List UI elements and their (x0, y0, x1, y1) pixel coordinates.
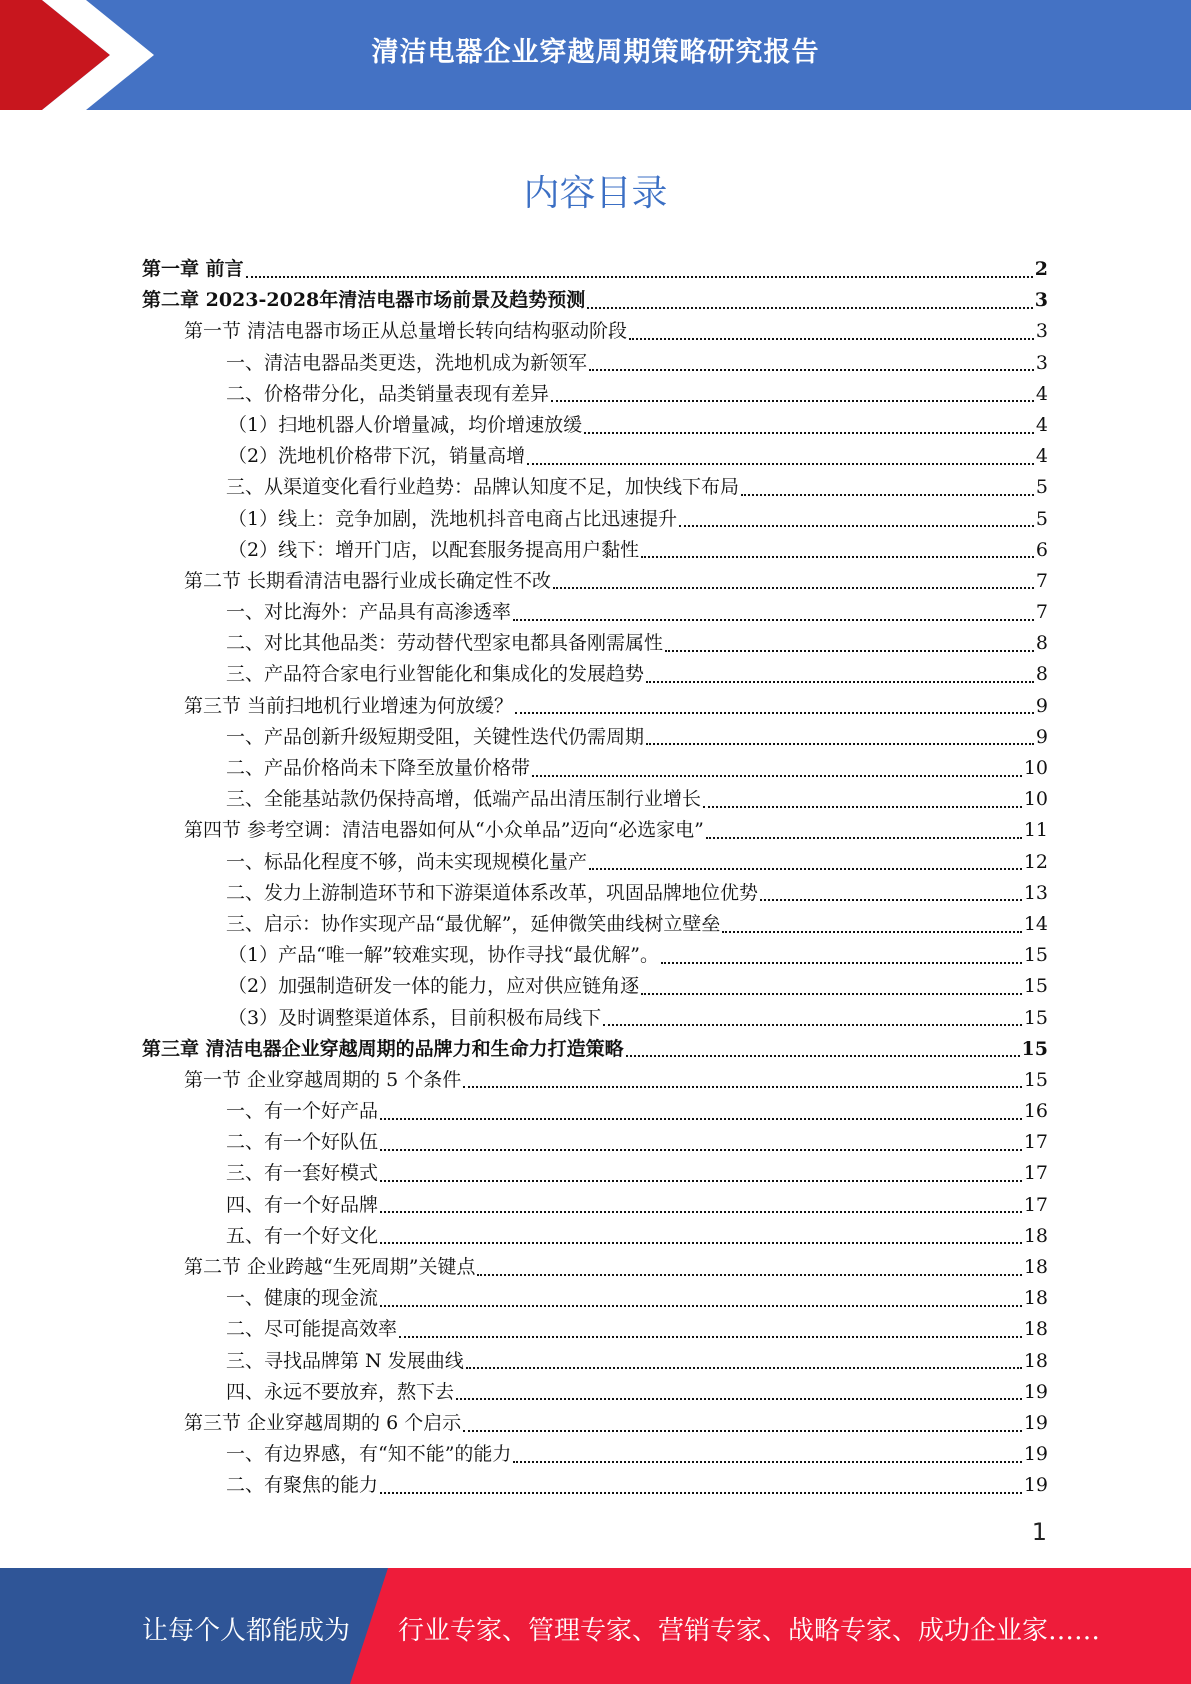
toc-entry[interactable] (142, 784, 1048, 815)
toc-entry[interactable] (142, 1346, 1048, 1377)
toc-entry-title: 二、价格带分化，品类销量表现有差异 (226, 382, 550, 405)
toc-entry-title: （1）扫地机器人价增量减，均价增速放缓 (228, 413, 583, 436)
toc-entry[interactable] (142, 1470, 1048, 1501)
toc-dot-leader (722, 931, 1021, 933)
toc-entry-page: 15 (1023, 944, 1048, 967)
toc-entry-page: 15 (1023, 1068, 1048, 1091)
toc-entry-title: （1）产品“唯一解”较难实现，协作寻找“最优解”。 (228, 944, 659, 967)
toc-entry-page: 4 (1035, 413, 1048, 436)
toc-entry-title: 二、发力上游制造环节和下游渠道体系改革，巩固品牌地位优势 (226, 881, 759, 904)
toc-entry[interactable] (142, 1283, 1048, 1314)
toc-entry-page: 19 (1023, 1411, 1048, 1434)
toc-dot-leader (629, 338, 1034, 340)
toc-entry-page: 5 (1035, 507, 1048, 530)
toc-entry-page: 3 (1034, 289, 1048, 312)
toc-entry-title: 五、有一个好文化 (226, 1224, 379, 1247)
toc-entry-title: 二、有聚焦的能力 (226, 1474, 379, 1497)
toc-entry-title: 二、有一个好队伍 (226, 1131, 379, 1154)
toc-entry[interactable] (142, 1252, 1048, 1283)
toc-entry-page: 2 (1034, 258, 1048, 280)
toc-entry[interactable] (142, 878, 1048, 909)
toc-entry-page: 13 (1023, 881, 1048, 904)
toc-entry[interactable] (142, 597, 1048, 628)
toc-dot-leader (246, 276, 1033, 278)
toc-entry-title: （1）线上：竞争加剧，洗地机抖音电商占比迅速提升 (228, 507, 678, 530)
toc-dot-leader (477, 1274, 1021, 1276)
toc-entry[interactable] (142, 722, 1048, 753)
toc-entry-title: 三、启示：协作实现产品“最优解”，延伸微笑曲线树立壁垒 (226, 912, 721, 935)
toc-dot-leader (380, 1305, 1022, 1307)
toc-entry-title: 一、健康的现金流 (226, 1287, 379, 1310)
toc-entry[interactable] (142, 1314, 1048, 1345)
toc-entry[interactable] (142, 566, 1048, 597)
toc-entry-title: 三、全能基站款仍保持高增，低端产品出清压制行业增长 (226, 788, 702, 811)
toc-dot-leader (760, 899, 1022, 901)
toc-dot-leader (679, 525, 1034, 527)
toc-dot-leader (589, 868, 1022, 870)
toc-entry-page: 11 (1023, 819, 1048, 842)
toc-entry[interactable] (142, 1034, 1048, 1065)
toc-entry-page: 12 (1023, 850, 1048, 873)
toc-entry[interactable] (142, 410, 1048, 441)
toc-entry[interactable] (142, 348, 1048, 379)
toc-entry-page: 15 (1023, 975, 1048, 998)
toc-dot-leader (703, 806, 1022, 808)
toc-entry-title: 二、尽可能提高效率 (226, 1318, 398, 1341)
toc-entry-page: 17 (1023, 1193, 1048, 1216)
toc-dot-leader (463, 1086, 1022, 1088)
toc-entry-title: 第二节 长期看清洁电器行业成长确定性不改 (184, 569, 552, 592)
toc-dot-leader (646, 681, 1034, 683)
toc-entry-title: 第三章 清洁电器企业穿越周期的品牌力和生命力打造策略 (142, 1037, 624, 1060)
toc-entry[interactable] (142, 535, 1048, 566)
toc-dot-leader (589, 369, 1034, 371)
toc-entry-title: 一、有边界感，有“知不能”的能力 (226, 1443, 512, 1466)
toc-entry-title: 第二章 2023-2028年清洁电器市场前景及趋势预测 (142, 289, 586, 312)
toc-dot-leader (661, 962, 1022, 964)
toc-entry-page: 19 (1023, 1380, 1048, 1403)
toc-entry-page: 18 (1023, 1224, 1048, 1247)
toc-entry-page: 19 (1023, 1443, 1048, 1466)
table-of-contents (142, 254, 1048, 1502)
toc-entry[interactable] (142, 1408, 1048, 1439)
toc-entry-title: 第四节 参考空调：清洁电器如何从“小众单品”迈向“必选家电” (184, 819, 704, 842)
page-number: 1 (1031, 1518, 1047, 1546)
toc-entry[interactable] (142, 316, 1048, 347)
toc-entry-title: 一、标品化程度不够，尚未实现规模化量产 (226, 850, 588, 873)
toc-entry-page: 8 (1035, 663, 1048, 686)
toc-entry-page: 16 (1023, 1100, 1048, 1123)
toc-entry[interactable] (142, 379, 1048, 410)
toc-entry-page: 14 (1023, 912, 1048, 935)
toc-dot-leader (553, 587, 1034, 589)
toc-entry[interactable] (142, 1221, 1048, 1252)
toc-entry-title: 二、产品价格尚未下降至放量价格带 (226, 757, 531, 779)
toc-entry[interactable] (142, 472, 1048, 503)
toc-entry[interactable] (142, 1377, 1048, 1408)
toc-entry[interactable] (142, 1190, 1048, 1221)
toc-entry[interactable] (142, 1127, 1048, 1158)
toc-heading: 内容目录 (523, 173, 668, 214)
toc-entry-title: （2）洗地机价格带下沉，销量高增 (228, 445, 526, 468)
toc-entry-page: 4 (1035, 445, 1048, 468)
toc-dot-leader (706, 837, 1022, 839)
toc-entry[interactable] (142, 691, 1048, 722)
toc-entry-title: 三、产品符合家电行业智能化和集成化的发展趋势 (226, 663, 645, 686)
toc-entry[interactable] (142, 1003, 1048, 1034)
toc-dot-leader (641, 556, 1034, 558)
footer-slogan-left: 让每个人都能成为 (142, 1616, 351, 1646)
header-banner (0, 0, 1191, 110)
toc-entry-page: 19 (1023, 1474, 1048, 1497)
toc-entry-title: 第三节 企业穿越周期的 6 个启示 (184, 1411, 462, 1434)
toc-entry-page: 3 (1035, 351, 1048, 374)
toc-dot-leader (380, 1149, 1022, 1151)
toc-entry-title: （2）加强制造研发一体的能力，应对供应链角逐 (228, 975, 640, 998)
toc-dot-leader (463, 1430, 1022, 1432)
toc-entry[interactable] (142, 847, 1048, 878)
toc-dot-leader (626, 1055, 1020, 1057)
toc-entry-title: 一、清洁电器品类更迭，洗地机成为新领军 (226, 351, 588, 374)
toc-entry[interactable] (142, 1096, 1048, 1127)
toc-entry[interactable] (142, 285, 1048, 316)
toc-entry[interactable] (142, 1439, 1048, 1470)
toc-entry-title: 第三节 当前扫地机行业增速为何放缓？ (184, 694, 514, 717)
toc-entry[interactable] (142, 971, 1048, 1002)
toc-entry[interactable] (142, 815, 1048, 846)
toc-entry-title: （3）及时调整渠道体系，目前积极布局线下 (228, 1006, 602, 1029)
footer-slogan-right: 行业专家、管理专家、营销专家、战略专家、成功企业家…… (398, 1616, 1101, 1646)
toc-entry[interactable] (142, 254, 1048, 285)
toc-entry[interactable] (142, 1158, 1048, 1189)
toc-entry-title: 二、对比其他品类：劳动替代型家电都具备刚需属性 (226, 632, 664, 655)
toc-entry[interactable] (142, 504, 1048, 535)
toc-entry-title: 一、对比海外：产品具有高渗透率 (226, 601, 512, 624)
toc-entry-page: 10 (1023, 757, 1048, 779)
toc-dot-leader (532, 775, 1022, 777)
toc-entry-page: 18 (1023, 1318, 1048, 1341)
toc-entry-page: 17 (1023, 1162, 1048, 1185)
toc-dot-leader (399, 1336, 1022, 1338)
toc-entry-page: 10 (1023, 788, 1048, 811)
toc-entry-page: 7 (1035, 601, 1048, 624)
toc-entry-page: 9 (1035, 725, 1048, 748)
toc-entry-title: 三、有一套好模式 (226, 1162, 379, 1185)
toc-entry[interactable] (142, 753, 1048, 784)
toc-dot-leader (515, 712, 1034, 714)
toc-dot-leader (513, 1461, 1021, 1463)
toc-dot-leader (641, 993, 1022, 995)
toc-entry-page: 15 (1023, 1006, 1048, 1029)
toc-dot-leader (380, 1492, 1022, 1494)
toc-entry-title: 第一节 企业穿越周期的 5 个条件 (184, 1068, 462, 1091)
toc-entry-page: 17 (1023, 1131, 1048, 1154)
toc-entry[interactable] (142, 940, 1048, 971)
toc-entry-title: 第一章 前言 (142, 258, 244, 280)
toc-entry-page: 9 (1035, 694, 1048, 717)
toc-entry-title: （2）线下：增开门店，以配套服务提高用户黏性 (228, 538, 640, 561)
toc-entry[interactable] (142, 628, 1048, 659)
toc-entry-page: 6 (1035, 538, 1048, 561)
toc-dot-leader (741, 494, 1034, 496)
toc-entry-page: 4 (1035, 382, 1048, 405)
toc-entry-title: 三、寻找品牌第 N 发展曲线 (226, 1349, 464, 1372)
toc-entry-page: 3 (1035, 320, 1048, 343)
toc-entry-title: 三、从渠道变化看行业趋势：品牌认知度不足，加快线下布局 (226, 476, 740, 499)
toc-dot-leader (584, 432, 1034, 434)
toc-dot-leader (466, 1367, 1022, 1369)
toc-entry[interactable] (142, 1065, 1048, 1096)
toc-entry-title: 一、有一个好产品 (226, 1100, 379, 1123)
toc-dot-leader (380, 1242, 1022, 1244)
toc-entry-page: 5 (1035, 476, 1048, 499)
toc-dot-leader (380, 1118, 1022, 1120)
toc-dot-leader (527, 463, 1034, 465)
toc-dot-leader (551, 400, 1034, 402)
report-title: 清洁电器企业穿越周期策略研究报告 (371, 37, 820, 68)
toc-entry[interactable] (142, 659, 1048, 690)
toc-dot-leader (646, 743, 1034, 745)
toc-dot-leader (665, 650, 1034, 652)
toc-entry-page: 8 (1035, 632, 1048, 655)
toc-entry-title: 第二节 企业跨越“生死周期”关键点 (184, 1256, 476, 1278)
toc-entry-page: 18 (1023, 1287, 1048, 1310)
toc-entry-page: 18 (1023, 1256, 1048, 1278)
toc-dot-leader (587, 307, 1033, 309)
toc-entry-page: 15 (1021, 1037, 1048, 1060)
toc-entry-title: 一、产品创新升级短期受阻，关键性迭代仍需周期 (226, 725, 645, 748)
toc-entry-title: 第一节 清洁电器市场正从总量增长转向结构驱动阶段 (184, 320, 628, 343)
toc-dot-leader (380, 1211, 1022, 1213)
toc-entry-page: 18 (1023, 1349, 1048, 1372)
footer-banner (0, 1568, 1191, 1684)
toc-entry-title: 四、有一个好品牌 (226, 1193, 379, 1216)
toc-dot-leader (456, 1398, 1022, 1400)
toc-entry[interactable] (142, 909, 1048, 940)
toc-entry-title: 四、永远不要放弃，熬下去 (226, 1380, 455, 1403)
toc-dot-leader (380, 1180, 1022, 1182)
toc-entry[interactable] (142, 441, 1048, 472)
toc-dot-leader (513, 619, 1034, 621)
toc-dot-leader (603, 1024, 1022, 1026)
toc-entry-page: 7 (1035, 569, 1048, 592)
